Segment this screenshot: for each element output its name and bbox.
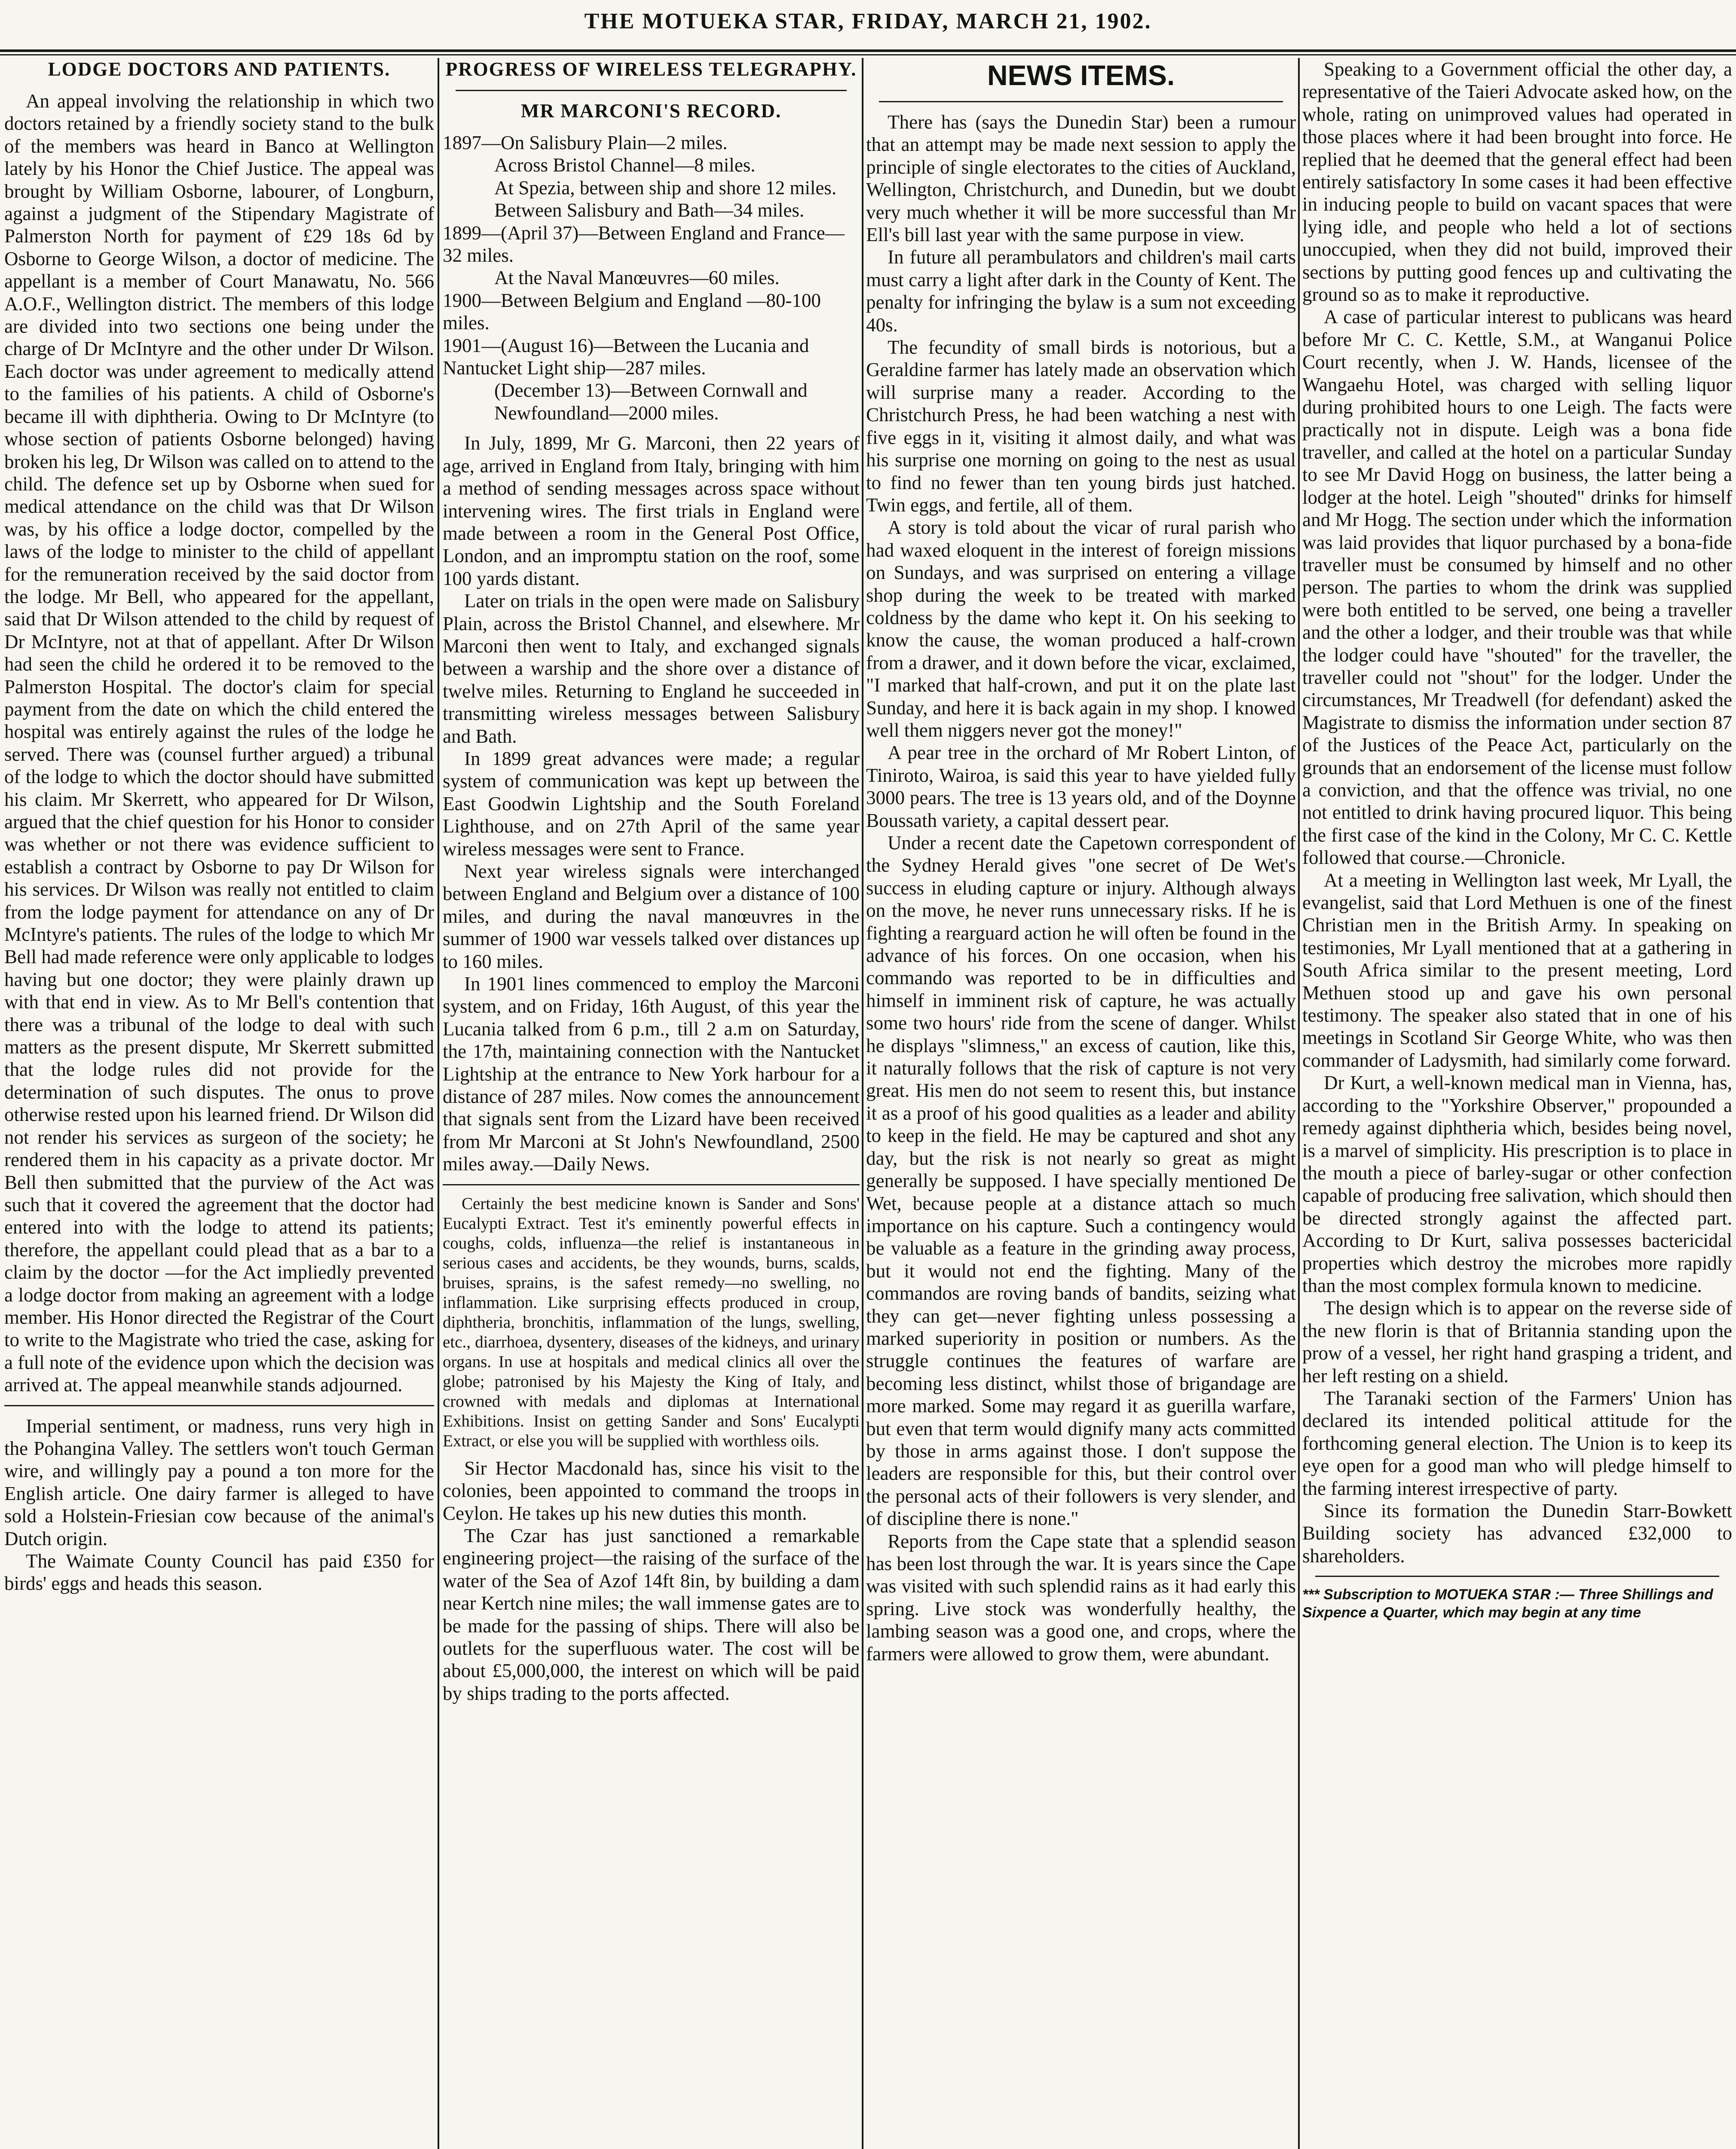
news-item: The fecundity of small birds is notorious, but a Geraldine farmer has lately made an observation which will surprise many a reader. According to the Christchurch Press, he had been watching a nest with five eggs in it, visiting it almost daily, and what was his surprise one morning on going to the nest as usual to find no fewer than ten young birds just hatched. Twin eggs, and fertile, all of them. [866, 337, 1296, 516]
article-paragraph: Next year wireless signals were interchanged between England and Belgium over a distance of 100 miles, and during the naval manœuvres in the summer of 1900 war vessels talked over distances up to 160 miles. [443, 860, 860, 972]
article-subheading-marconi: MR MARCONI'S RECORD. [520, 100, 782, 122]
article-paragraph: Sir Hector Macdonald has, since his visit to the colonies, been appointed to command the troops in Ceylon. He takes up his new duties this month. [443, 1457, 860, 1524]
record-item: 1899—(April 37)—Between England and France—32 miles. [443, 222, 845, 266]
news-item: In future all perambulators and children's mail carts must carry a light after dark in the County of Kent. The penalty for infringing the bylaw is a sum not exceeding 40s. [866, 246, 1296, 336]
subscription-note: *** Subscription to MOTUEKA STAR :— Three Shillings and Sixpence a Quarter, which may begin at any time [1302, 1586, 1713, 1621]
article-heading-wireless: PROGRESS OF WIRELESS TELEGRAPHY. [445, 58, 857, 80]
news-item: There has (says the Dunedin Star) been a rumour that an attempt may be made next session to apply the principle of single electorates to the cities of Auckland, Wellington, Christchurch, and Dunedin, but we doubt very much whether it will be more successful than Mr Ell's bill last year with the same purpose in view. [866, 111, 1296, 246]
news-item: A pear tree in the orchard of Mr Robert Linton, of Tiniroto, Wairoa, is said this year to have yielded fully 3000 pears. The tree is 13 years old, and of the Doynne Boussath variety, a capital dessert pear. [866, 742, 1296, 831]
record-item: (December 13)—Between Cornwall and Newfoundland—2000 miles. [494, 380, 808, 424]
masthead-rule [0, 49, 1736, 55]
column-4 [1302, 58, 1732, 2149]
column-divider [1298, 58, 1300, 2149]
record-item: 1901—(August 16)—Between the Lucania and Nantucket Light ship—287 miles. [443, 334, 809, 379]
news-item: The design which is to appear on the reverse side of the new florin is that of Britannia standing upon the prow of a vessel, her right hand grasping a trident, and her left resting on a shield. [1302, 1297, 1732, 1387]
news-item: A story is told about the vicar of rural parish who had waxed eloquent in the interest of foreign missions on Sundays, and was surprised on entering a village shop during the week to be treated with marked coldness by the dame who kept it. On his seeking to know the cause, the woman produced a half-crown from a drawer, and it down before the vicar, exclaimed, "I marked that half-crown, and put it on the plate last Sunday, and here it is back again in my shop. I knowed well them niggers never got the money!" [866, 517, 1296, 741]
news-item: Dr Kurt, a well-known medical man in Vienna, has, according to the "Yorkshire Observer," propounded a remedy against diphtheria which, besides being novel, is a marvel of simplicity. His prescription is to place in the mouth a piece of barley-sugar or other confection capable of producing free salivation, which should then be directed strongly against the affected part. According to Dr Kurt, saliva possesses bactericidal properties which destroy the microbes more rapidly than the most complex formula known to medicine. [1302, 1072, 1732, 1296]
news-item: Since its formation the Dunedin Starr-Bowkett Building society has advanced £32,000 to shareholders. [1302, 1500, 1732, 1567]
column-2 [443, 58, 860, 2149]
article-paragraph: An appeal involving the relationship in which two doctors retained by a friendly society stand to the bulk of the members was heard in Banco at Wellington lately by his Honor the Chief Justice. The appeal was brought by William Osborne, labourer, of Longburn, against a judgment of the Stipendary Magistrate of Palmerston North for payment of £29 18s 6d by Osborne to George Wilson, a doctor of medicine. The appellant is a member of Court Manawatu, No. 566 A.O.F., Wellington district. The members of this lodge are divided into two sections one being under the charge of Dr McIntyre and the other under Dr Wilson. Each doctor was under agreement to medically attend to the families of his patients. A child of Osborne's became ill with diphtheria. Owing to Dr McIntyre (to whose section of patients Osborne belonged) having broken his leg, Dr Wilson was called on to attend to the child. The defence set up by Osborne when sued for medical attendance on the child was that Dr Wilson was, by his office a lodge doctor, compelled by the laws of the lodge to minister to the child of appellant for the remuneration received by the said doctor from the lodge. Mr Bell, who appeared for the appellant, said that Dr Wilson attended to the child by request of Dr McIntyre, not at that of appellant. After Dr Wilson had seen the child he ordered it to be removed to the Palmerston Hospital. The doctor's claim for special payment from the date on which the child entered the hospital was entirely against the rules of the lodge he served. There was (counsel further argued) a tribunal of the lodge to which the doctor should have submitted his claim. Mr Skerrett, who appeared for Dr Wilson, argued that the chief question for his Honor to consider was whether or not there was evidence sufficient to establish a contract by Osborne to pay Dr Wilson for his services. Dr Wilson was really not entitled to claim from the lodge payment for attendance on any of Dr McIntyre's patients. The rules of the lodge to which Mr Bell had made reference were only applicable to lodges having but one doctor; they were plainly drawn up with that end in view. As to Mr Bell's contention that there was a tribunal of the lodge to deal with such matters as the present dispute, Mr Skerrett submitted that the lodge rules did not provide for the determination of such disputes. The onus to prove otherwise rested upon his learned friend. Dr Wilson did not render his services as surgeon of the society; he rendered them in his capacity as a private doctor. Mr Bell then submitted that the purview of the Act was such that it covered the agreement that the doctor had entered into with the lodge to attend its patients; therefore, the appellant could plead that as a bar to a claim by the doctor —for the Act impliedly prevented a lodge doctor from making an agreement with a lodge member. His Honor directed the Registrar of the Court to write to the Magistrate who tried the case, asking for a full note of the evidence upon which the decision was arrived at. The appeal meanwhile stands adjourned. [4, 90, 434, 1396]
news-items-heading: NEWS ITEMS. [987, 59, 1175, 91]
article-paragraph: In July, 1899, Mr G. Marconi, then 22 years of age, arrived in England from Italy, bringing with him a method of sending messages across space without intervening wires. The first trials in England were made between a room in the General Post Office, London, and an impromptu station on the roof, some 100 yards distant. [443, 432, 860, 589]
article-separator [443, 1184, 860, 1185]
record-item: At the Naval Manœuvres—60 miles. [494, 267, 780, 289]
article-paragraph: Later on trials in the open were made on Salisbury Plain, across the Bristol Channel, and elsewhere. Mr Marconi then went to Italy, and exchanged signals between a warship and the shore over a distance of twelve miles. Returning to England he succeeded in transmitting wireless messages between Salisbury and Bath. [443, 590, 860, 747]
record-item: Across Bristol Channel—8 miles. [494, 154, 756, 176]
record-item: 1900—Between Belgium and England —80-100 miles. [443, 289, 821, 334]
article-separator [1315, 1576, 1719, 1577]
article-paragraph: The Czar has just sanctioned a remarkable engineering project—the raising of the surface of the water of the Sea of Azof 14ft 8in, by building a dam near Kertch nine miles; the wall immense gates are to be made for the passing of ships. There will also be outlets for the superfluous water. The cost will be about £5,000,000, the interest on which will be paid by ships trading to the ports affected. [443, 1525, 860, 1704]
article-paragraph: Imperial sentiment, or madness, runs very high in the Pohangina Valley. The settlers won't touch German wire, and willingly pay a pound a ton more for the English article. One dairy farmer is alleged to have sold a Holstein-Friesian cow because of the animal's Dutch origin. [4, 1415, 434, 1549]
record-item: 1897—On Salisbury Plain—2 miles. [443, 132, 728, 153]
column-3 [866, 58, 1296, 2149]
article-paragraph: In 1899 great advances were made; a regular system of communication was kept up between the East Goodwin Lightship and the South Foreland Lighthouse, and on 27th April of the same year wireless messages were sent to France. [443, 747, 860, 860]
article-separator [4, 1405, 434, 1406]
article-paragraph: In 1901 lines commenced to employ the Marconi system, and on Friday, 16th August, of this year the Lucania talked from 6 p.m., till 2 a.m on Saturday, the 17th, maintaining connection with the Nantucket Lightship at the entrance to New York harbour for a distance of 287 miles. Now comes the announcement that signals sent from the Lizard have been received from Mr Marconi at St John's Newfoundland, 2500 miles away.—Daily News. [443, 973, 860, 1175]
heading-separator [456, 90, 847, 91]
heading-separator [879, 101, 1283, 102]
news-item: Reports from the Cape state that a splendid season has been lost through the war. It is years since the Cape was visited with such splendid rains as it had early this spring. Live stock was wonderfully healthy, the lambing season was a good one, and crops, where the farmers were allowed to grow them, were abundant. [866, 1530, 1296, 1665]
column-1 [4, 58, 434, 2149]
advert-text: Certainly the best medicine known is Sander and Sons' Eucalypti Extract. Test it's eminently powerful effects in coughs, colds, influenza—the relief is instantaneous in serious cases and accidents, be they wounds, burns, scalds, bruises, sprains, is the safest remedy—no swelling, no inflammation. Like surprising effects produced in croup, diphtheria, bronchitis, inflammation of the lungs, swelling, etc., diarrhoea, dysentery, diseases of the kidneys, and urinary organs. In use at hospitals and medical clinics all over the globe; patronised by his Majesty the King of Italy, and crowned with medals and diplomas at International Exhibitions. Insist on getting Sander and Sons' Eucalypti Extract, or else you will be supplied with worthless oils. [443, 1194, 860, 1450]
column-divider [438, 58, 439, 2149]
marconi-record-list [443, 132, 860, 424]
article-heading-lodge-doctors: LODGE DOCTORS AND PATIENTS. [48, 58, 391, 80]
news-item: A case of particular interest to publicans was heard before Mr C. C. Kettle, S.M., at Wanganui Police Court recently, when J. W. Hands, licensee of the Wangaehu Hotel, was charged with selling liquor during prohibited hours to one Leigh. The facts were practically not in dispute. Leigh was a bona fide traveller, and called at the hotel on a particular Sunday to see Mr David Hogg on business, the latter being a lodger at the hotel. Leigh "shouted" drinks for himself and Mr Hogg. The section under which the information was laid provides that liquor purchased by a bona-fide traveller must be consumed by himself and no other person. The parties to whom the drink was supplied were both entitled to be served, one being a traveller and the other a lodger, and their trouble was that while the lodger could have "shouted" for the traveller, the traveller could not "shout" for the lodger. Under the circumstances, Mr Treadwell (for defendant) asked the Magistrate to dismiss the information under section 87 of the Justices of the Peace Act, particularly on the grounds that an endorsement of the license must follow a conviction, and that the offence was trivial, no one not entitled to drink having procured liquor. This being the first case of the kind in the Colony, Mr C. C. Kettle followed that course.—Chronicle. [1302, 306, 1732, 869]
news-item: The Taranaki section of the Farmers' Union has declared its intended political attitude for the forthcoming general election. The Union is to keep its eye open for a good man who will pledge himself to the farming interest irrespective of party. [1302, 1387, 1732, 1499]
news-item: At a meeting in Wellington last week, Mr Lyall, the evangelist, said that Lord Methuen is one of the finest Christian men in the British Army. In speaking on testimonies, Mr Lyall mentioned that at a gathering in South Africa similar to the present meeting, Lord Methuen stood up and gave his own personal testimony. The speaker also stated that in one of his meetings in Scotland Sir George White, who was then commander of Ladysmith, had similarly come forward. [1302, 869, 1732, 1071]
news-item: Speaking to a Government official the other day, a representative of the Taieri Advocate asked how, on the whole, rating on unimproved values had operated in those places where it had been brought into force. He replied that he deemed that the general effect had been entirely satisfactory In some cases it had been effective in inducing people to build on vacant spaces that were lying idle, and people who held a lot of sections unoccupied, when they did not build, improved their sections by putting good fences up and cultivating the ground so as to make it reproductive. [1302, 58, 1732, 306]
column-divider [862, 58, 863, 2149]
news-item: Under a recent date the Capetown correspondent of the Sydney Herald gives "one secret of De Wet's success in eluding capture or injury. Although always on the move, he never runs unnecessary risks. If he is fighting a rearguard action he will often be found in the advance of his forces. On one occasion, when his commando was reported to be in difficulties and himself in imminent risk of capture, he was actually some two hours' ride from the scene of danger. Whilst he displays "slimness," an excess of caution, like this, it naturally follows that the risk of capture is not very great. His men do not seem to resent this, but instance it as a proof of his good qualities as a leader and ability to keep in the field. He may be captured and shot any day, but the risk is not nearly so great as might generally be supposed. I have specially mentioned De Wet, because people at a distance attach so much importance on his capture. Such a contingency would be valuable as a feature in the grinding away process, but it would not end the fighting. Many of the commandos are roving bands of bandits, seizing what they can get—never fighting unless possessing a marked superiority in position or numbers. As the struggle continues the features of warfare are becoming less distinct, whilst those of brigandage are more marked. Some may regard it as guerilla warfare, but even that term would dignify many acts committed by those in arms against those. I don't suppose the leaders are responsible for this, but their control over the personal acts of their followers is very slender, and of discipline there is none." [866, 832, 1296, 1530]
article-paragraph: The Waimate County Council has paid £350 for birds' eggs and heads this season. [4, 1550, 434, 1595]
eucalypti-advert [443, 1194, 860, 1451]
record-item: At Spezia, between ship and shore 12 miles. [494, 177, 837, 199]
masthead: THE MOTUEKA STAR, FRIDAY, MARCH 21, 1902. [584, 9, 1152, 34]
record-item: Between Salisbury and Bath—34 miles. [494, 199, 805, 221]
